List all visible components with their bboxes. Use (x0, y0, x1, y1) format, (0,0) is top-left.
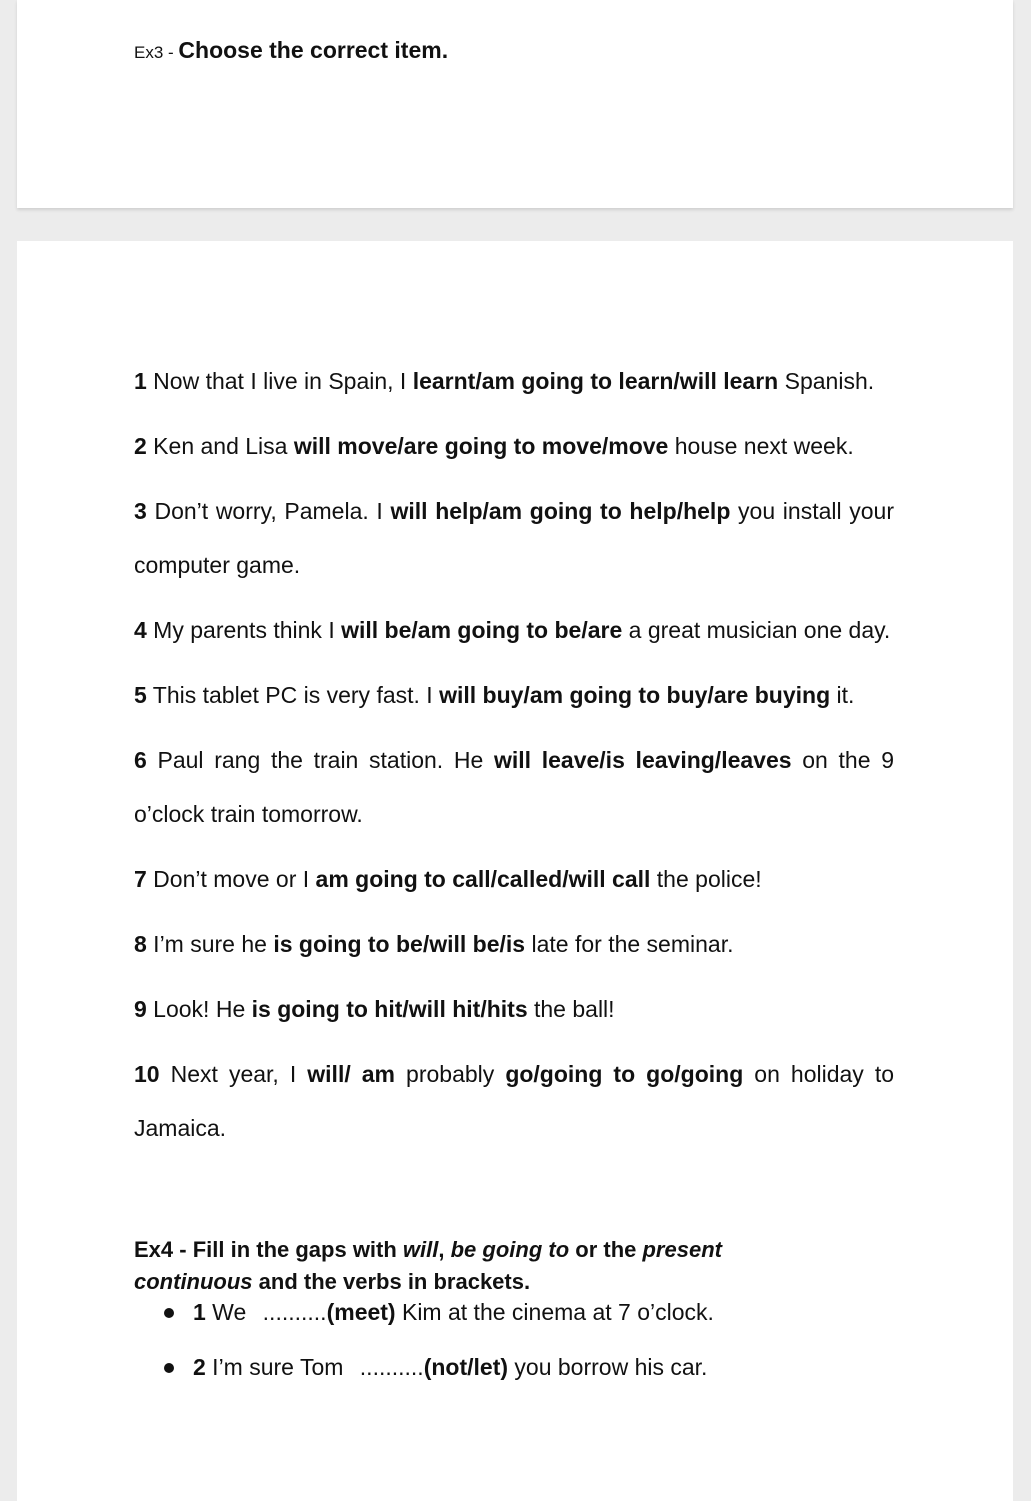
page-main (17, 241, 1013, 1501)
bullet-icon (164, 1363, 174, 1373)
exercise-item: 9 Look! He is going to hit/will hit/hits the ball! (134, 996, 615, 1022)
exercise-3-title: Choose the correct item. (178, 37, 449, 63)
exercise-3-label: Ex3 - (134, 43, 179, 62)
list-item: 2 I’m sure Tom ..........(not/let) you borrow his car. (164, 1352, 884, 1382)
bullet-icon (164, 1308, 174, 1318)
exercise-item: 7 Don’t move or I am going to call/called/will call the police! (134, 866, 762, 892)
exercise-item: 3 Don’t worry, Pamela. I will help/am going to help/help you install your computer game. (134, 498, 894, 578)
gap-dots: .......... (359, 1354, 424, 1380)
exercise-item: 1 Now that I live in Spain, I learnt/am going to learn/will learn Spanish. (134, 368, 875, 394)
exercise-3-items (134, 354, 894, 1166)
exercise-item: 6 Paul rang the train station. He will leave/is leaving/leaves on the 9 o’clock train tomorrow. (134, 747, 894, 827)
exercise-item: 4 My parents think I will be/am going to be/are a great musician one day. (134, 617, 891, 643)
exercise-4-list (164, 1297, 884, 1407)
exercise-item-10: 10 Next year, I will/ am probably go/going to go/going on holiday to Jamaica. (134, 1061, 894, 1141)
exercise-item: 8 I’m sure he is going to be/will be/is late for the seminar. (134, 931, 734, 957)
exercise-4-heading: Ex4 - Fill in the gaps with will, be going to or the present continuous and the verbs in brackets. (134, 1237, 722, 1294)
gap-dots: .......... (262, 1299, 327, 1325)
page-top (17, 0, 1013, 208)
exercise-3-heading (134, 36, 448, 67)
exercise-item: 2 Ken and Lisa will move/are going to move/move house next week. (134, 433, 854, 459)
exercise-item: 5 This tablet PC is very fast. I will buy/am going to buy/are buying it. (134, 682, 855, 708)
list-item: 1 We ..........(meet) Kim at the cinema at 7 o’clock. (164, 1297, 884, 1327)
